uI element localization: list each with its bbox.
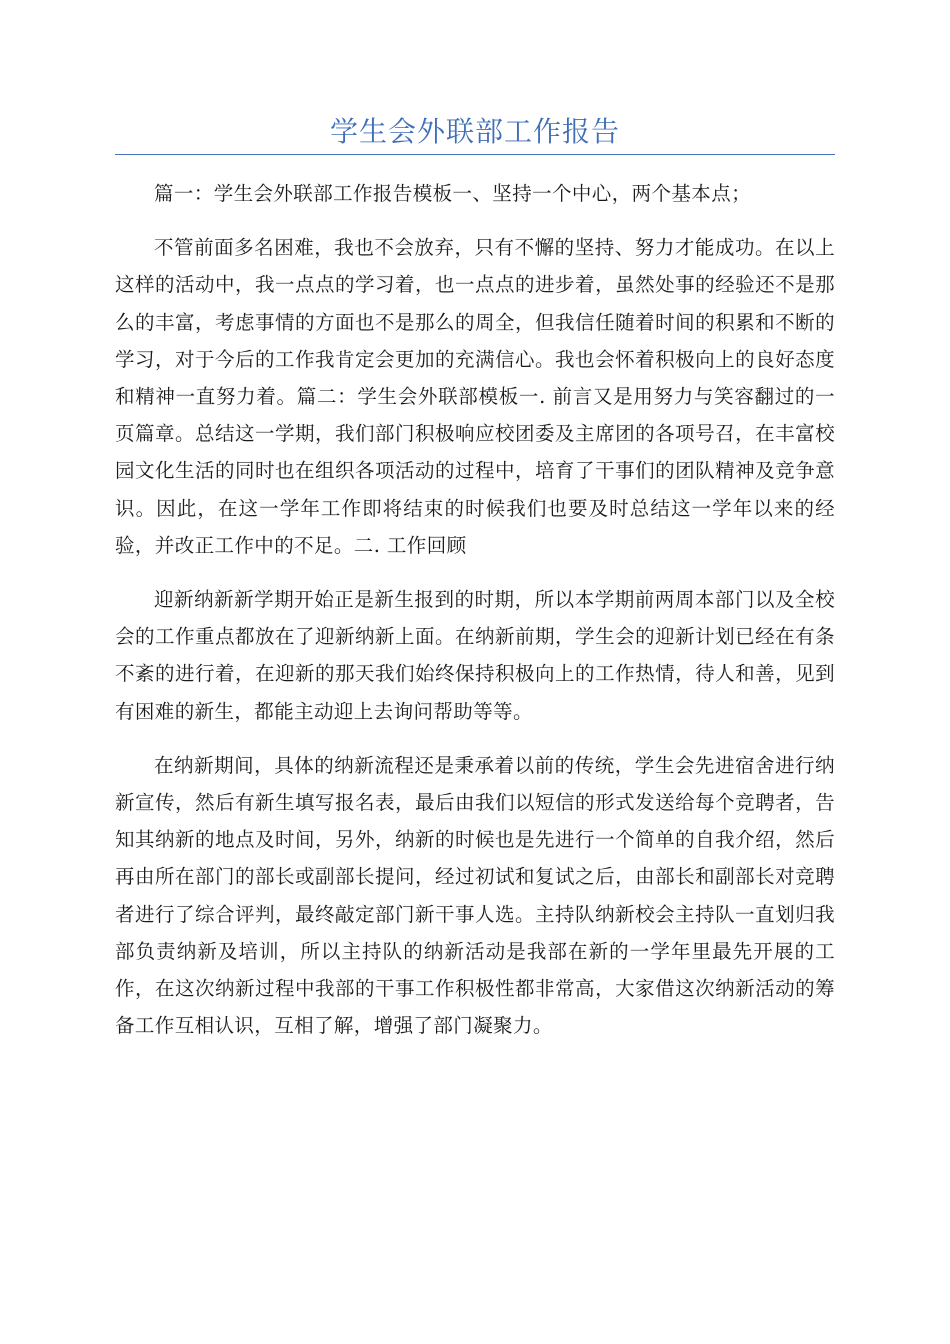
- title-underline: [115, 154, 835, 155]
- document-title: 学生会外联部工作报告: [329, 115, 620, 148]
- paragraph-intro: 篇一：学生会外联部工作报告模板一、坚持一个中心，两个基本点；: [154, 182, 752, 205]
- document-body: [115, 175, 835, 1061]
- paragraph-recruitment: 在纳新期间，具体的纳新流程还是秉承着以前的传统，学生会先进宿舍进行纳新宣传，然后有新生填写报名表，最后由我们以短信的形式发送给每个竞聘者，告知其纳新的地点及时间，另外，纳新的时候也是先进行一个简单的自我介绍，然后再由所在部门的部长或副部长提问，经过初试和复试之后，由部长和副部长对竞聘者进行了综合评判，最终敲定部门新干事人选。主持队纳新校会主持队一直划归我部负责纳新及培训，所以主持队的纳新活动是我部在新的一学年里最先开展的工作，在这次纳新过程中我部的干事工作积极性都非常高，大家借这次纳新活动的筹备工作互相认识，互相了解，增强了部门凝聚力。: [115, 753, 835, 1038]
- paragraph-welcome-new: 迎新纳新新学期开始正是新生报到的时期，所以本学期前两周本部门以及全校会的工作重点都放在了迎新纳新上面。在纳新前期，学生会的迎新计划已经在有条不紊的进行着，在迎新的那天我们始终保持积极向上的工作热情，待人和善，见到有困难的新生，都能主动迎上去询问帮助等等。: [115, 588, 835, 723]
- paragraph-preface: 不管前面多名困难，我也不会放弃，只有不懈的坚持、努力才能成功。在以上这样的活动中，我一点点的学习着，也一点点的进步着，虽然处事的经验还不是那么的丰富，考虑事情的方面也不是那么的周全，但我信任随着时间的积累和不断的学习，对于今后的工作我肯定会更加的充满信心。我也会怀着积极向上的良好态度和精神一直努力着。篇二：学生会外联部模板一. 前言又是用努力与笑容翻过的一页篇章。总结这一学期，我们部门积极响应校团委及主席团的各项号召，在丰富校园文化生活的同时也在组织各项活动的过程中，培育了干事们的团队精神及竞争意识。因此，在这一学年工作即将结束的时候我们也要及时总结这一学年以来的经验，并改正工作中的不足。二. 工作回顾: [115, 236, 835, 557]
